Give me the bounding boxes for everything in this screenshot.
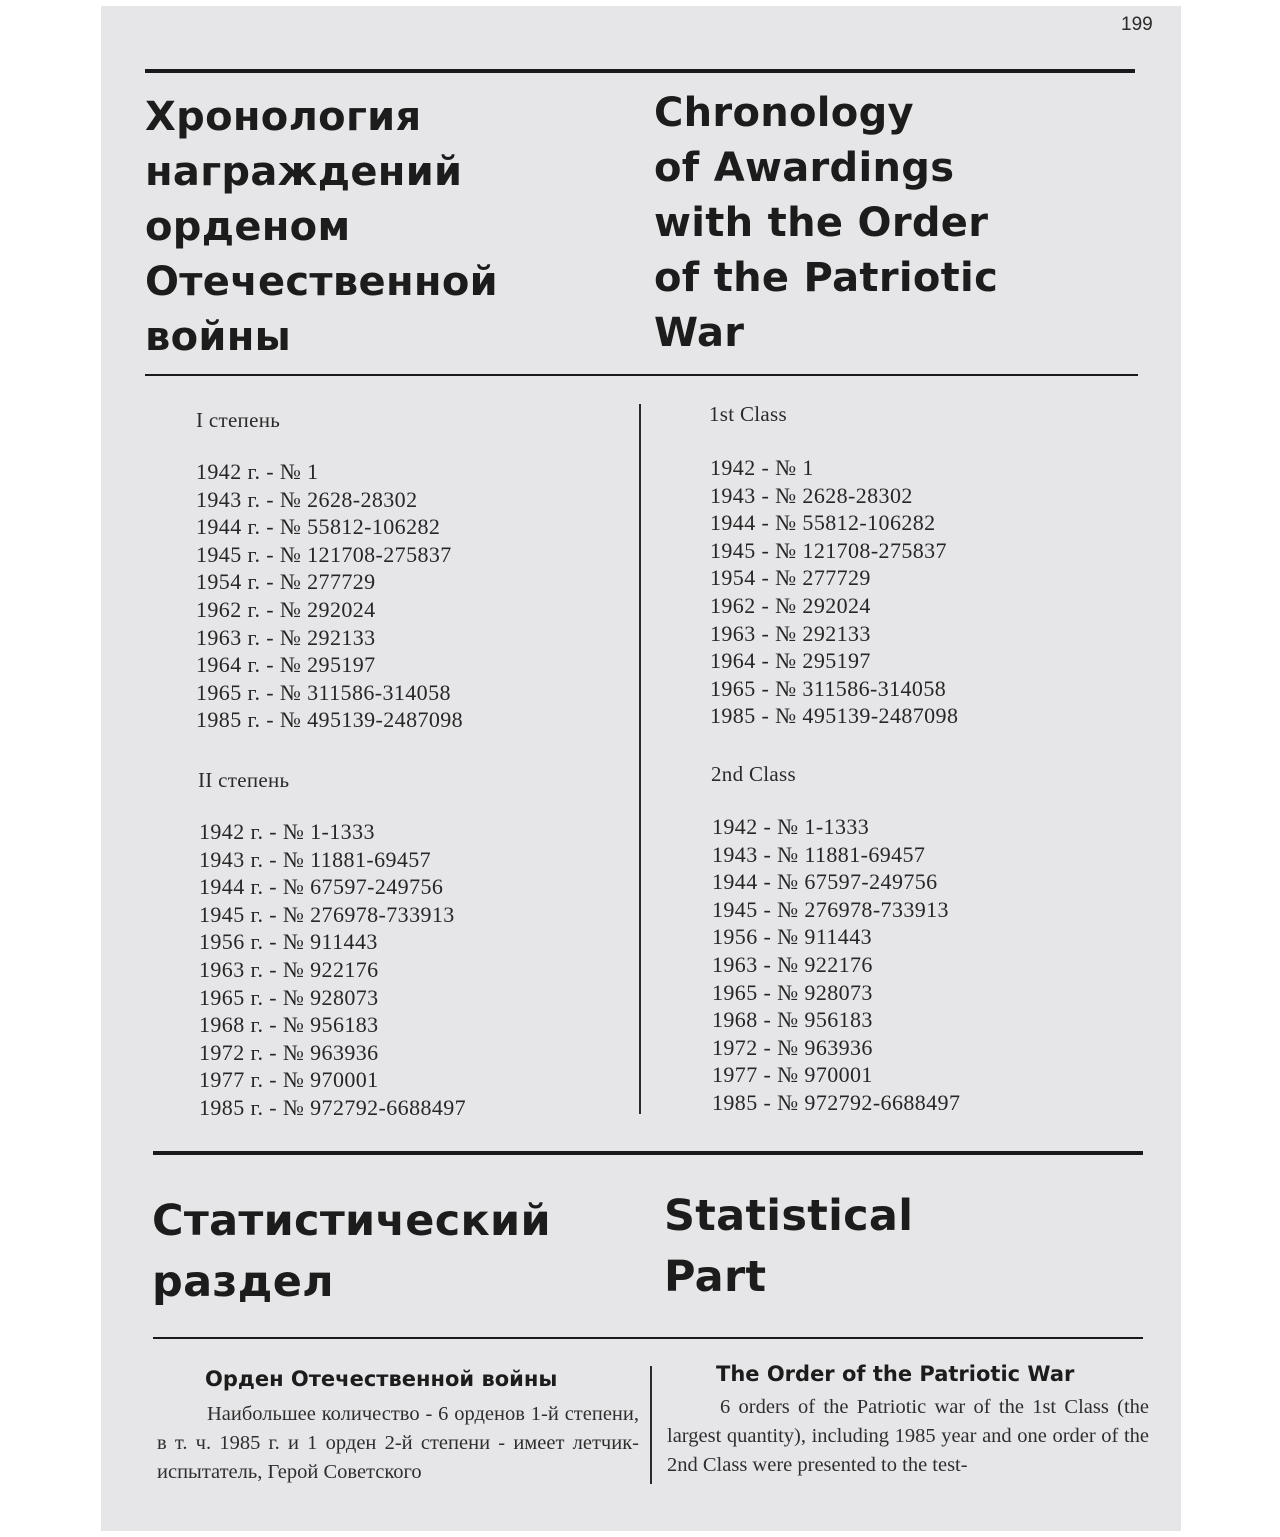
award-entry: 1962 - № 292024 bbox=[710, 592, 871, 618]
award-entry: 1944 - № 55812-106282 bbox=[710, 510, 936, 536]
award-entry: 1985 г. - № 972792-6688497 bbox=[199, 1094, 467, 1120]
award-entry: 1964 г. - № 295197 bbox=[196, 652, 376, 678]
award-entry: 1963 - № 922176 bbox=[712, 951, 873, 977]
award-entry: 1964 - № 295197 bbox=[710, 648, 871, 674]
statistical-subtitle-ru: Орден Отечественной войны bbox=[205, 1367, 558, 1391]
statistical-title-rule bbox=[153, 1337, 1143, 1339]
award-entry: 1956 - № 911443 bbox=[712, 924, 872, 950]
award-entry: 1945 - № 121708-275837 bbox=[710, 537, 947, 563]
award-entry: 1944 г. - № 55812-106282 bbox=[196, 514, 441, 540]
award-entry: 1963 г. - № 922176 bbox=[199, 956, 379, 982]
award-entry: 1985 г. - № 495139-2487098 bbox=[196, 707, 464, 733]
award-entry: 1944 - № 67597-249756 bbox=[712, 869, 938, 895]
document-page bbox=[101, 6, 1181, 1531]
award-entry: 1965 г. - № 928073 bbox=[199, 984, 379, 1010]
award-entry: 1956 г. - № 911443 bbox=[199, 929, 378, 955]
statistical-subtitle-en: The Order of the Patriotic War bbox=[716, 1362, 1075, 1386]
statistical-title-en: Statistical Part bbox=[664, 1191, 914, 1302]
class2-label-en: 2nd Class bbox=[711, 762, 796, 786]
award-entry: 1943 - № 11881-69457 bbox=[712, 841, 926, 867]
statistical-text-ru: Наибольшее количество - 6 орденов 1-й степени, в т. ч. 1985 г. и 1 орден 2-й степени - имеет летчик-испытатель, Герой Советского bbox=[157, 1403, 639, 1483]
award-entry: 1985 - № 495139-2487098 bbox=[710, 703, 959, 729]
award-entry: 1965 - № 311586-314058 bbox=[710, 675, 947, 701]
award-entry: 1945 - № 276978-733913 bbox=[712, 896, 949, 922]
statistical-title-ru: Статистический раздел bbox=[152, 1196, 551, 1307]
award-entry: 1942 - № 1 bbox=[710, 455, 814, 480]
award-entry: 1954 - № 277729 bbox=[710, 565, 871, 591]
award-entry: 1943 г. - № 2628-28302 bbox=[196, 486, 418, 512]
award-entry: 1977 г. - № 970001 bbox=[199, 1067, 379, 1093]
page-number: 199 bbox=[1121, 14, 1153, 35]
award-entry: 1943 г. - № 11881-69457 bbox=[199, 846, 432, 872]
award-entry: 1945 г. - № 276978-733913 bbox=[199, 901, 455, 927]
statistical-text-en: 6 orders of the Patriotic war of the 1st Class (the largest quantity), including 1985 year and one order of the 2nd Class were presented to the test- bbox=[667, 1396, 1149, 1476]
chronology-title-ru: Хронология награждений орденом Отечественной войны bbox=[145, 94, 498, 360]
class1-list-en bbox=[710, 454, 958, 730]
award-entry: 1963 - № 292133 bbox=[710, 620, 871, 646]
class1-label-ru: I степень bbox=[196, 408, 281, 432]
class1-label-en: 1st Class bbox=[709, 402, 787, 426]
award-entry: 1972 - № 963936 bbox=[712, 1034, 873, 1060]
award-entry: 1968 г. - № 956183 bbox=[199, 1012, 379, 1038]
award-entry: 1972 г. - № 963936 bbox=[199, 1039, 379, 1065]
chronology-title-rule bbox=[145, 374, 1138, 376]
award-entry: 1954 г. - № 277729 bbox=[196, 569, 376, 595]
award-entry: 1944 г. - № 67597-249756 bbox=[199, 874, 444, 900]
award-entry: 1942 - № 1-1333 bbox=[712, 814, 870, 839]
class1-list-ru bbox=[196, 458, 463, 734]
award-entry: 1942 г. - № 1 bbox=[196, 459, 319, 484]
chronology-title-en: Chronology of Awardings with the Order of the Patriotic War bbox=[654, 90, 999, 356]
statistical-column-divider bbox=[650, 1366, 652, 1484]
award-entry: 1965 г. - № 311586-314058 bbox=[196, 679, 451, 705]
award-entry: 1945 г. - № 121708-275837 bbox=[196, 541, 452, 567]
top-rule bbox=[145, 69, 1135, 73]
class2-label-ru: II степень bbox=[198, 768, 290, 792]
class2-list-ru bbox=[199, 818, 466, 1122]
award-entry: 1943 - № 2628-28302 bbox=[710, 482, 913, 508]
statistical-top-rule bbox=[153, 1151, 1143, 1155]
award-entry: 1968 - № 956183 bbox=[712, 1007, 873, 1033]
class2-list-en bbox=[712, 813, 960, 1117]
award-entry: 1965 - № 928073 bbox=[712, 979, 873, 1005]
award-entry: 1977 - № 970001 bbox=[712, 1062, 873, 1088]
award-entry: 1962 г. - № 292024 bbox=[196, 596, 376, 622]
award-entry: 1942 г. - № 1-1333 bbox=[199, 819, 375, 844]
chronology-column-divider bbox=[639, 404, 641, 1114]
award-entry: 1985 - № 972792-6688497 bbox=[712, 1089, 961, 1115]
award-entry: 1963 г. - № 292133 bbox=[196, 624, 376, 650]
